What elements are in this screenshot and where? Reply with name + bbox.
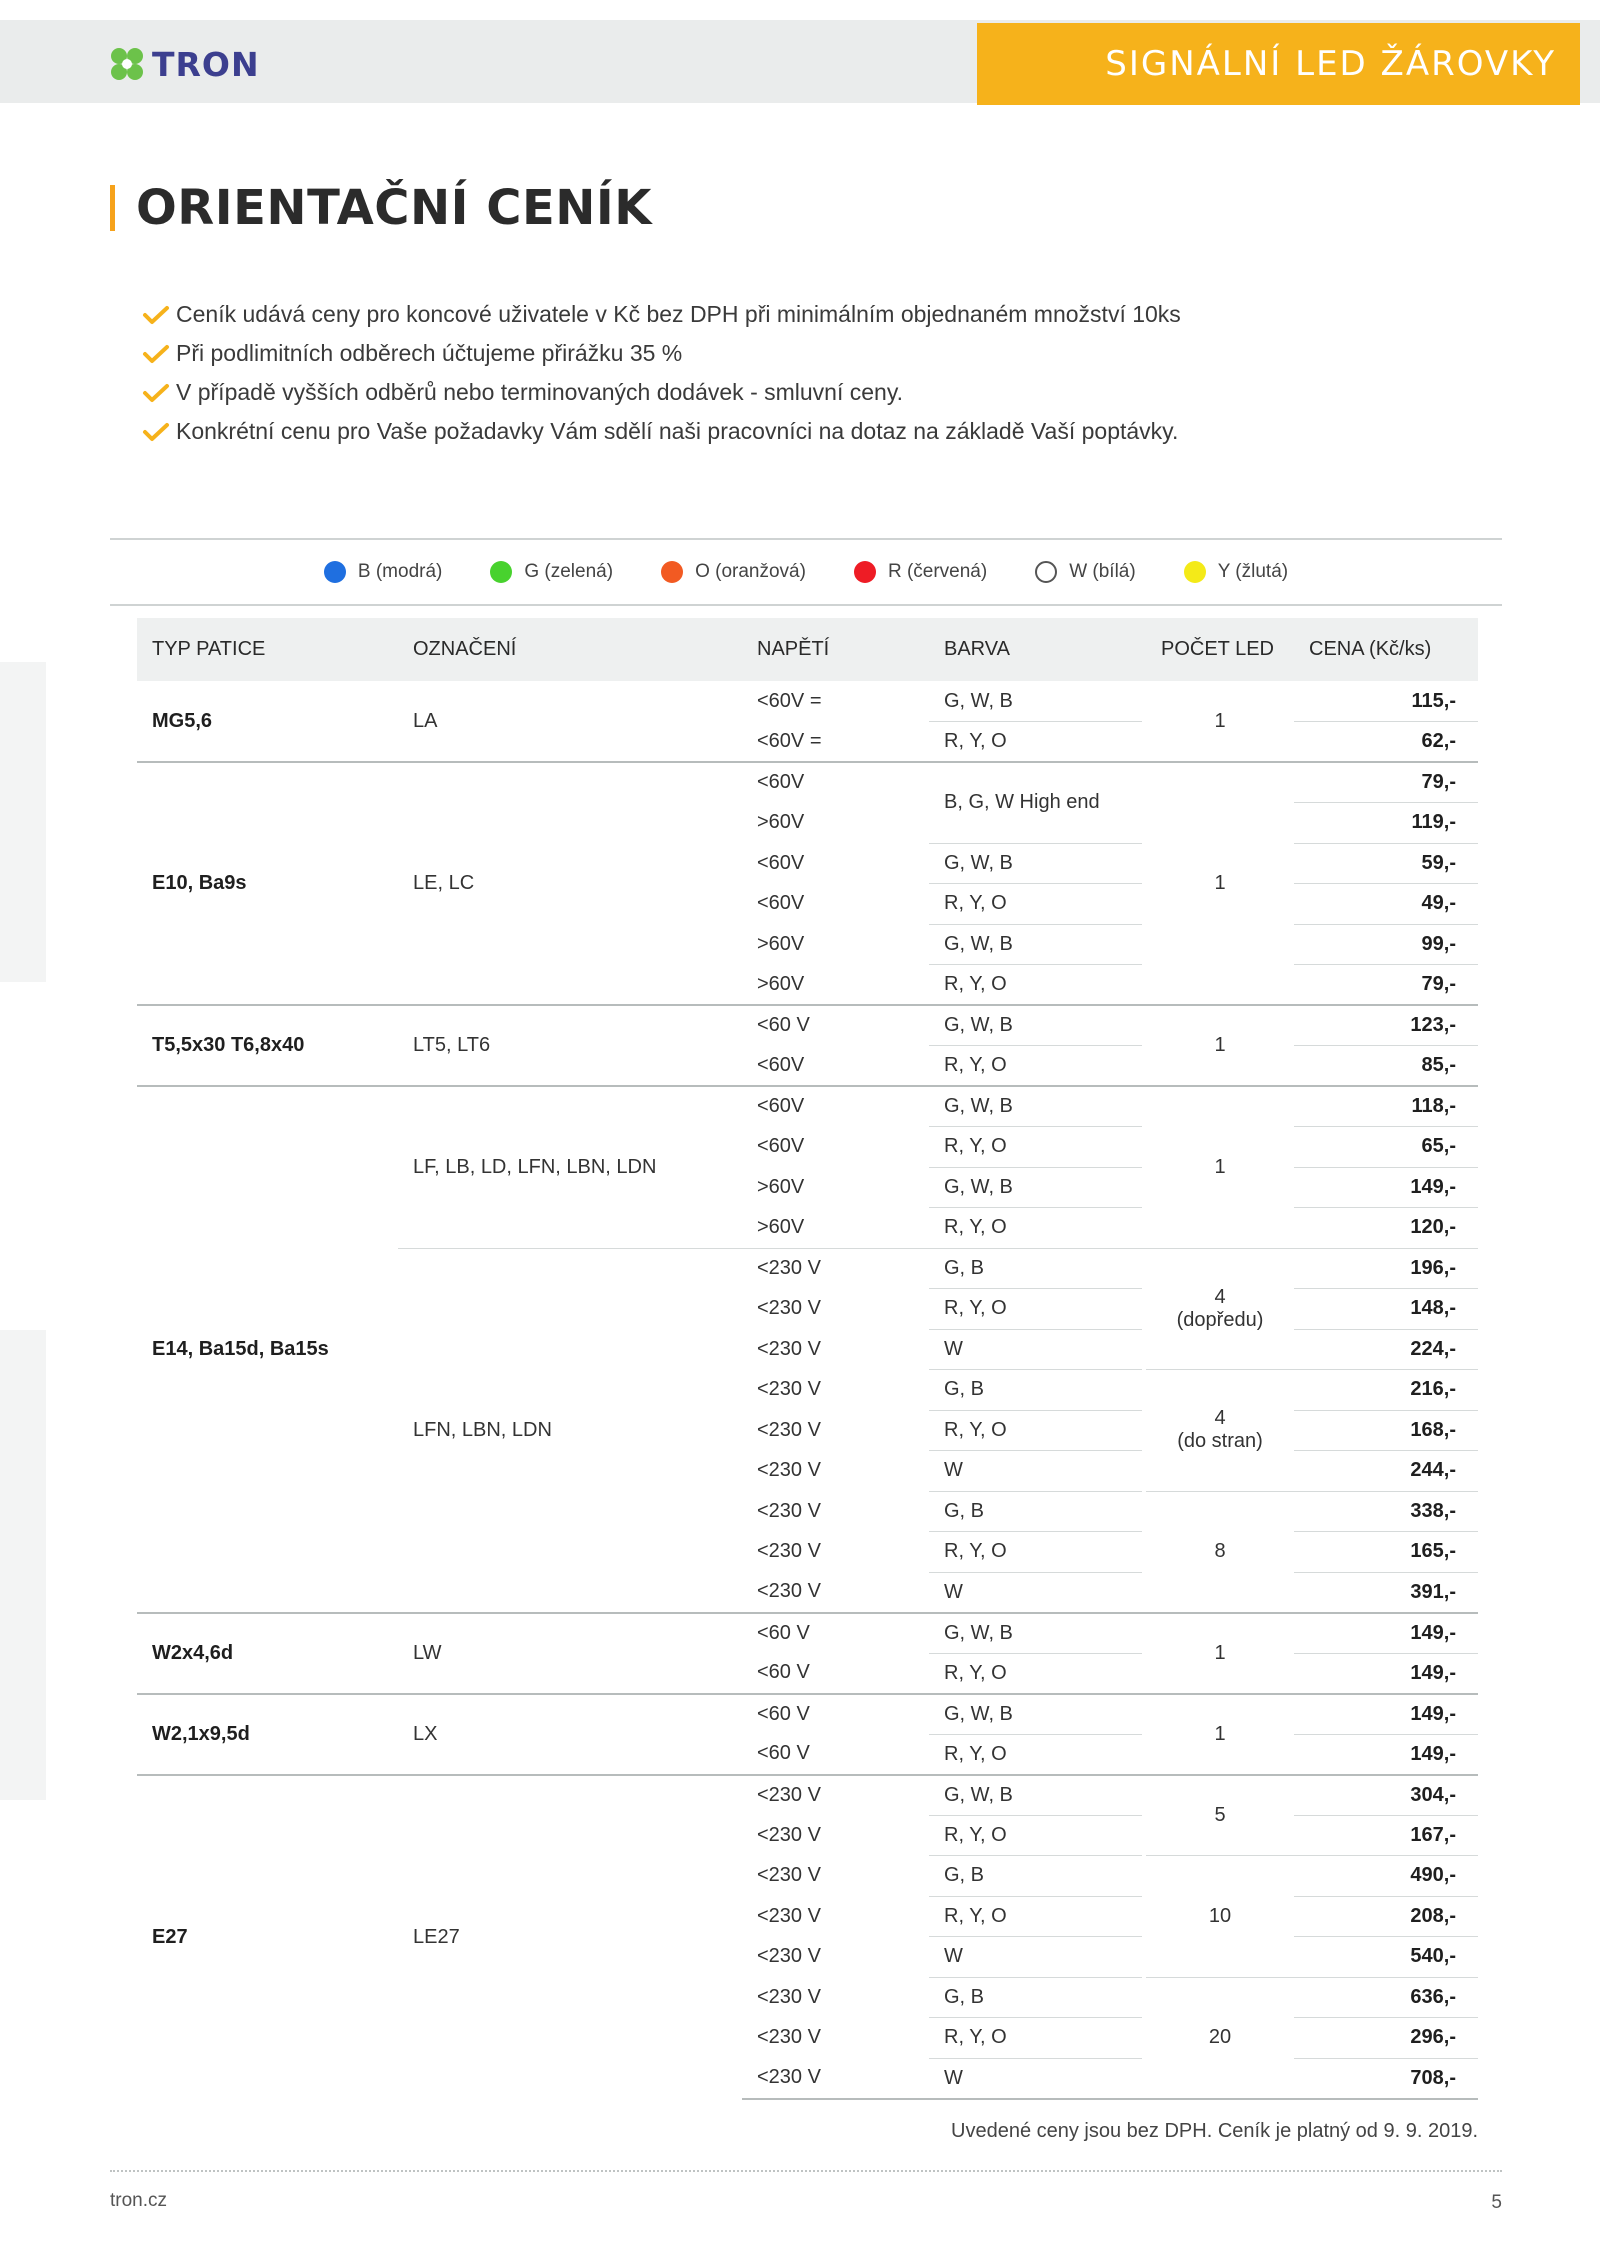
barva-cell: G, W, B [929,924,1142,965]
legend-item [324,561,442,583]
napeti-cell: <230 V [757,1337,821,1360]
napeti-cell: <230 V [757,1297,821,1320]
napeti-cell: <230 V [757,1378,821,1401]
pocet-cell: 1 [1146,762,1294,1005]
table-row [137,1694,1478,1735]
barva-cell: G, W, B [929,1086,1142,1127]
column-gap [1142,884,1146,925]
cena-cell: 149,- [1294,1167,1478,1208]
napeti-cell: <60V [742,1086,925,1127]
column-gap [1142,1046,1146,1087]
list-item-text: V případě vyšších odběrů nebo terminovaných dodávek - smluvní ceny. [176,379,904,405]
pocet-cell [1146,1370,1294,1492]
column-gap [1142,1127,1146,1168]
table-row [137,1005,1478,1046]
legend-label: G (zelená) [524,561,614,582]
barva-cell: G, W, B [929,1694,1142,1735]
column-gap [1142,1896,1146,1937]
napeti-cell: <230 V [742,2058,925,2099]
list-item-text: Ceník udává ceny pro koncové uživatele v Kč bez DPH při minimálním objednaném množství 10ks [176,301,1181,327]
pocet-cell: 1 [1146,1005,1294,1086]
barva-cell: R, Y, O [929,1410,1142,1451]
legend-item [854,561,987,583]
oznaceni-cell: LE, LC [398,762,742,1005]
cena-cell: 168,- [1294,1410,1478,1451]
napeti-cell: >60V [757,972,805,995]
cena-cell: 167,- [1294,1815,1478,1856]
pocet-cell: 1 [1146,1694,1294,1775]
napeti-cell: <230 V [742,1775,925,1816]
napeti-cell: <60 V [742,1694,925,1735]
barva-cell: G, B [929,1248,1142,1289]
column-gap [1142,1734,1146,1775]
cena-cell: 79,- [1294,762,1478,803]
barva-cell: B, G, W High end [929,762,1142,843]
checkmark-icon [142,382,170,404]
cena-cell: 540,- [1294,1937,1478,1978]
cena-cell: 59,- [1294,843,1478,884]
cena-cell: 165,- [1294,1532,1478,1573]
brand-name: TRON [152,44,260,84]
oznaceni-cell: LT5, LT6 [398,1005,742,1086]
legend-item [1184,561,1288,583]
barva-cell: G, B [929,1491,1142,1532]
color-legend [110,540,1502,604]
column-gap [1142,1329,1146,1370]
barva-cell: G, B [929,1856,1142,1897]
column-gap [1142,803,1146,844]
pocet-value: 4 [1214,1285,1226,1308]
napeti-cell: <60 V [757,1661,810,1684]
cena-cell: 149,- [1294,1734,1478,1775]
column-gap [1142,843,1146,884]
column-gap [1142,722,1146,763]
side-decoration [0,662,46,982]
napeti-cell: <60V = [757,689,822,712]
cena-cell: 636,- [1294,1977,1478,2018]
list-item [142,334,1181,373]
column-header-patice: TYP PATICE [137,618,398,681]
legend-item [661,561,806,583]
cena-cell: 391,- [1294,1572,1478,1613]
column-header-pocet: POČET LED [1146,618,1294,681]
patice-cell: W2x4,6d [137,1613,398,1694]
table-row [137,681,1478,722]
column-gap [1142,1937,1146,1978]
patice-cell: E27 [137,1775,398,2099]
clover-logo-icon [108,45,146,83]
column-gap [1142,1532,1146,1573]
price-table [137,618,1478,2100]
column-header-barva: BARVA [929,618,1142,681]
cena-cell: 338,- [1294,1491,1478,1532]
cena-cell: 490,- [1294,1856,1478,1897]
barva-cell: R, Y, O [929,1815,1142,1856]
legend-item [1035,561,1136,583]
barva-cell: R, Y, O [929,2018,1142,2059]
section-title-tab [977,23,1580,105]
pocet-cell: 10 [1146,1856,1294,1978]
napeti-cell: <230 V [757,1418,821,1441]
napeti-cell: <230 V [757,1985,821,2008]
pocet-cell: 1 [1214,709,1226,732]
orange-dot-icon [661,561,683,583]
column-gap [1142,1815,1146,1856]
legend-label: O (oranžová) [695,561,806,582]
pocet-cell: 1 [1146,1613,1294,1694]
cena-cell: 120,- [1294,1208,1478,1249]
table-row [137,1775,1478,1816]
cena-label: CENA [1309,638,1364,660]
legend-label: W (bílá) [1069,561,1136,582]
pocet-value: 4 [1214,1407,1226,1430]
barva-cell: W [929,2058,1142,2099]
pocet-cell [1146,1248,1294,1370]
cena-cell: 244,- [1294,1451,1478,1492]
checkmark-icon [142,421,170,443]
napeti-cell: <60V [742,762,925,803]
barva-cell: G, W, B [944,689,1013,712]
pocet-note: (do stran) [1177,1430,1263,1453]
list-item [142,295,1181,334]
legend-label: R (červená) [887,561,988,582]
napeti-cell: <230 V [757,1864,821,1887]
page-title: ORIENTAČNÍ CENÍK [136,180,652,236]
napeti-cell: <230 V [757,2026,821,2049]
cena-cell: 99,- [1294,924,1478,965]
list-item [142,373,1181,412]
napeti-cell: <230 V [757,1904,821,1927]
barva-cell: R, Y, O [929,1046,1142,1087]
barva-cell: W [929,1937,1142,1978]
barva-cell: R, Y, O [929,1289,1142,1330]
pocet-cell: 1 [1146,1086,1294,1248]
table-row [137,762,1478,803]
cena-cell: 49,- [1294,884,1478,925]
legend-item [490,561,613,583]
cena-cell: 149,- [1294,1694,1478,1735]
column-gap [925,803,929,844]
footer-website-link[interactable]: tron.cz [110,2190,168,2211]
cena-cell: 224,- [1294,1329,1478,1370]
napeti-cell: >60V [757,811,805,834]
list-item [142,412,1181,451]
patice-cell: MG5,6 [152,709,213,732]
cena-cell: 79,- [1294,965,1478,1006]
cena-cell: 208,- [1294,1896,1478,1937]
white-dot-icon [1035,561,1057,583]
table-row [137,1086,1478,1127]
list-item-text: Při podlimitních odběrech účtujeme přirážku 35 % [176,340,683,366]
blue-dot-icon [324,561,346,583]
legend-label: B (modrá) [357,561,443,582]
napeti-cell: <60V [757,1053,805,1076]
napeti-cell: <60V [757,892,805,915]
table-row [137,1613,1478,1654]
cena-cell: 115,- [1411,689,1456,712]
column-header-oznaceni: OZNAČENÍ [398,618,742,681]
column-gap [1142,1167,1146,1208]
napeti-cell: <230 V [757,1823,821,1846]
pocet-cell: 5 [1146,1775,1294,1856]
list-item-text: Konkrétní cenu pro Vaše požadavky Vám sdělí naši pracovníci na dotaz na základě Vaší poptávky. [176,418,1179,444]
barva-cell: R, Y, O [929,1208,1142,1249]
barva-cell: R, Y, O [929,884,1142,925]
column-gap [1142,1208,1146,1249]
column-gap [1142,1572,1146,1613]
barva-cell: G, W, B [929,1167,1142,1208]
cena-cell: 118,- [1294,1086,1478,1127]
cena-cell: 149,- [1294,1613,1478,1654]
column-gap [1142,1410,1146,1451]
cena-cell: 196,- [1294,1248,1478,1289]
table-header-row [137,618,1478,681]
logo[interactable] [108,44,260,84]
cena-cell: 296,- [1294,2018,1478,2059]
patice-cell: E10, Ba9s [137,762,398,1005]
column-gap [1142,2058,1146,2099]
barva-cell: G, W, B [929,1613,1142,1654]
side-decoration [0,1330,46,1800]
barva-cell: R, Y, O [929,1653,1142,1694]
napeti-cell: <230 V [757,1540,821,1563]
barva-cell: R, Y, O [929,1532,1142,1573]
cena-cell: 123,- [1294,1005,1478,1046]
oznaceni-cell: LFN, LBN, LDN [398,1248,742,1613]
column-header-napeti: NAPĚTÍ [742,618,925,681]
info-list [142,295,1181,451]
napeti-cell: <60 V [742,1005,925,1046]
barva-cell: R, Y, O [929,722,1142,763]
checkmark-icon [142,343,170,365]
column-gap [1142,1451,1146,1492]
section-title: SIGNÁLNÍ LED ŽÁROVKY [1105,44,1556,84]
column-gap [1142,1289,1146,1330]
pocet-value: 8 [1214,1540,1226,1562]
napeti-cell: <230 V [742,1248,925,1289]
yellow-dot-icon [1184,561,1206,583]
napeti-cell: >60V [757,1216,805,1238]
title-accent-bar [110,185,115,231]
pocet-note: (dopředu) [1176,1308,1264,1331]
barva-cell: R, Y, O [929,965,1142,1006]
napeti-cell: <60 V [742,1613,925,1654]
pocet-cell: 20 [1146,1977,1294,2099]
oznaceni-cell: LE27 [398,1775,742,2099]
checkmark-icon [142,304,170,326]
napeti-cell: >60V [757,1175,805,1198]
legend-divider [110,604,1502,606]
patice-cell: E14, Ba15d, Ba15s [137,1086,398,1613]
barva-cell: R, Y, O [929,1734,1142,1775]
column-gap [1142,924,1146,965]
column-gap [1142,2018,1146,2059]
page-number: 5 [1491,2192,1502,2213]
napeti-cell: <60 V [757,1742,810,1765]
barva-cell: W [929,1451,1142,1492]
napeti-cell: <230 V [757,1945,821,1968]
oznaceni-cell: LX [398,1694,742,1775]
barva-cell: R, Y, O [929,1127,1142,1168]
oznaceni-cell: LF, LB, LD, LFN, LBN, LDN [398,1086,742,1248]
napeti-cell: <230 V [757,1580,821,1603]
barva-cell: G, B [929,1370,1142,1411]
napeti-cell: >60V [757,932,805,955]
cena-unit: (Kč/ks) [1369,638,1432,660]
barva-cell: G, W, B [929,1005,1142,1046]
barva-cell: R, Y, O [929,1896,1142,1937]
cena-cell: 149,- [1294,1653,1478,1694]
footer-divider [110,2170,1502,2172]
barva-cell: G, B [929,1977,1142,2018]
cena-cell: 119,- [1294,803,1478,844]
price-footnote: Uvedené ceny jsou bez DPH. Ceník je platný od 9. 9. 2019. [951,2120,1478,2142]
napeti-cell: <60V = [757,729,822,752]
barva-cell: G, W, B [929,843,1142,884]
cena-cell: 148,- [1294,1289,1478,1330]
barva-cell: W [929,1329,1142,1370]
column-gap [1142,1653,1146,1694]
legend-label: Y (žlutá) [1217,561,1289,582]
green-dot-icon [490,561,512,583]
patice-cell: W2,1x9,5d [137,1694,398,1775]
oznaceni-cell: LA [413,709,438,732]
patice-cell: T5,5x30 T6,8x40 [137,1005,398,1086]
napeti-cell: <60V [757,851,805,874]
red-dot-icon [854,561,876,583]
cena-cell: 62,- [1294,722,1478,763]
barva-cell: G, W, B [929,1775,1142,1816]
oznaceni-cell: LW [398,1613,742,1694]
cena-cell: 65,- [1294,1127,1478,1168]
column-gap [1142,965,1146,1006]
napeti-cell: <60V [757,1135,805,1158]
cena-cell: 708,- [1294,2058,1478,2099]
barva-cell: W [929,1572,1142,1613]
napeti-cell: <230 V [757,1459,821,1482]
napeti-cell: <230 V [757,1499,821,1522]
cena-cell: 216,- [1294,1370,1478,1411]
cena-cell: 85,- [1294,1046,1478,1087]
column-header-cena [1294,618,1478,681]
pocet-cell [1146,1491,1294,1613]
cena-cell: 304,- [1294,1775,1478,1816]
